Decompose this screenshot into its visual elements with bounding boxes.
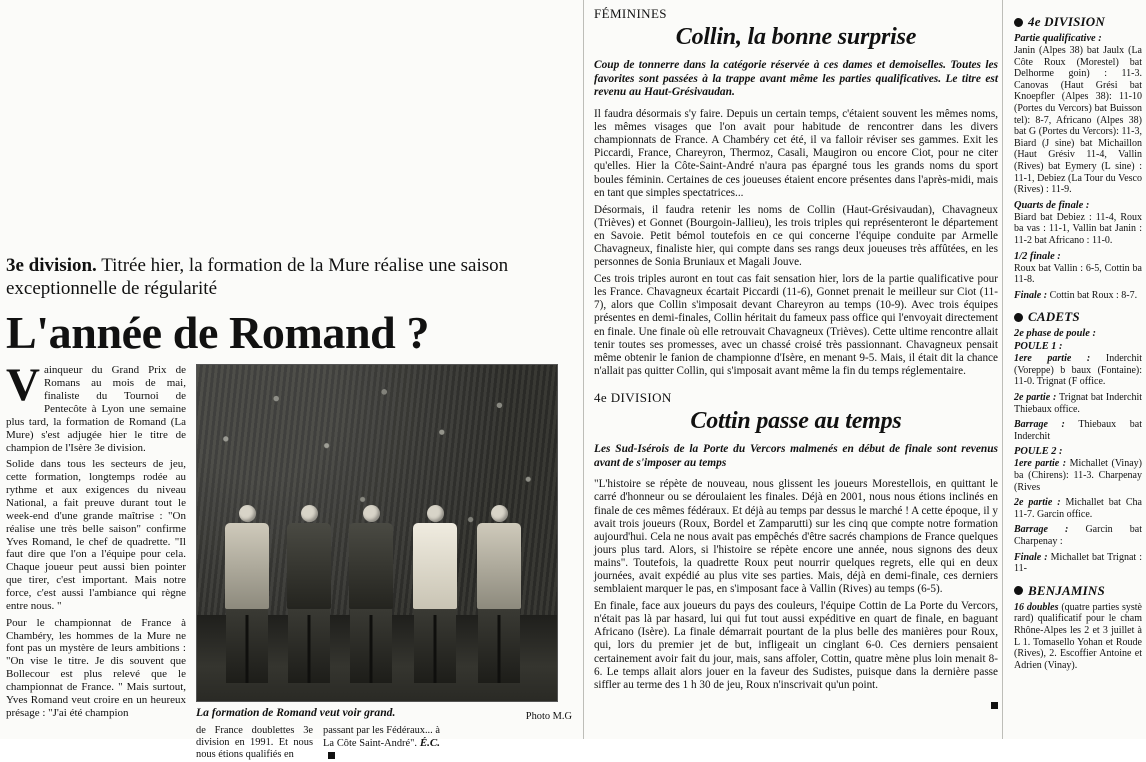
paragraph: Solide dans tous les secteurs de jeu, cette formation, longtemps rodée au rythme et aux exigences du niveau National, a fait preuve durant tout le week-end d'une grande maîtrise : "On réalise une très belle saison" confirme Yves Romand, le chef de quadrette. "Il faut dire que l'on a l'équipe pour cela. Chaque joueur peut aussi bien pointer que tirer, c'est important. Mais notre force, c'est aussi l'ambiance qui règne entre nous. " — [6, 458, 186, 612]
results-subheading-inline: 1ere partie : — [1014, 353, 1091, 365]
paragraph: Désormais, il faudra retenir les noms de Collin (Haut-Grésivaudan), Chavagneux (Trièves) et Gonnet (Bourgoin-Jallieu), les trois triples qui représenteront le département en Savoie. Petit bémol toutefois en ce qui concerne l'équipe conduite par Armelle Chavagneux, finaliste hier, qui compte dans ses rangs deux joueuses très affûtées, en les personnes de Sonia Bruniaux et Magali Jouve. — [594, 203, 998, 269]
results-subheading: POULE 2 : — [1014, 446, 1063, 458]
person-torso — [349, 523, 393, 609]
lead-paragraph — [6, 359, 186, 454]
results-subheading-inline: Barrage : — [1014, 419, 1065, 431]
photo-person — [221, 505, 273, 683]
results-text: Cottin bat Roux : 8-7. — [1047, 289, 1138, 301]
standfirst-cottin: Les Sud-Isérois de la Porte du Vercors malmenés en début de finale sont revenus avant de s'imposer au temps — [594, 442, 998, 469]
bullet-dot-icon — [1014, 18, 1023, 27]
results-text: (quatre parties systè rard) qualificatif pour le cham Rhône-Alpes les 2 et 3 juillet à L 1. Tomasello Yohan et Roude (Rives), 2. Escoffier Antoine et Adrien (Vinay). — [1014, 601, 1142, 671]
article-title-cottin: Cottin passe au temps — [690, 407, 902, 434]
results-line — [1014, 392, 1142, 415]
person-torso — [413, 523, 457, 609]
person-torso — [287, 523, 331, 609]
results-text: Roux bat Vallin : 6-5, Cottin ba 11-8. — [1014, 262, 1142, 286]
photo-block — [196, 364, 556, 762]
section-label-feminines: FÉMININES — [594, 6, 667, 21]
results-text: Michallet bat Trignat : 11- — [1014, 551, 1143, 575]
results-subheading-inline: Barrage : — [1014, 524, 1069, 536]
kicker-lead: 3e division. — [6, 255, 97, 276]
results-line-finale — [1014, 290, 1142, 302]
results-subheading: 2e phase de poule : — [1014, 328, 1096, 340]
end-mark-icon — [328, 752, 335, 759]
results-heading-label: 4e DIVISION — [1028, 14, 1105, 29]
author-signature: É.C. — [419, 737, 440, 750]
results-subheading: Quarts de finale : — [1014, 199, 1090, 211]
lead-paragraph-text: ainqueur du Grand Prix de Romans au mois de mai, finaliste du Tournoi de Pentecôte à Lyon une semaine plus tard, la formation de Romand (La Mure) s'est adjugée hier le titre de champion de l'Isère 3e division. — [6, 364, 186, 454]
results-subheading-inline: 2e partie : — [1014, 392, 1057, 404]
end-mark-icon — [991, 702, 998, 709]
results-subheading-inline: Finale : — [1014, 551, 1048, 563]
person-legs — [288, 609, 330, 683]
results-heading-4e-division — [1014, 14, 1142, 30]
drop-cap: V — [6, 359, 40, 412]
person-legs — [226, 609, 268, 683]
person-torso — [477, 523, 521, 609]
article-jump-text — [196, 725, 556, 762]
jump-paragraph-right-text: passant par les Fédéraux... à La Côte Saint-André". — [323, 725, 440, 750]
section-label-4e-division: 4e DIVISION — [594, 389, 672, 405]
results-line — [1014, 419, 1142, 442]
results-line — [1014, 552, 1142, 575]
results-heading-cadets — [1014, 309, 1142, 325]
photo-person — [473, 505, 525, 683]
person-legs — [414, 609, 456, 683]
results-text: Inderchit (Voreppe) b baux (Fontaine): 11-0. Trignat (F office. — [1014, 353, 1142, 388]
person-head — [239, 505, 256, 522]
paragraph: Pour le championnat de France à Chambéry, les hommes de la Mure ne font pas un mystère de leurs ambitions : "On vise le titre. Je dis souvent que Bollecour est plus relevé que le championnat de France. " Mais surtout, Yves Romand veut croire en un heureux présage : "J'ai été champion — [6, 616, 186, 719]
bullet-dot-icon — [1014, 586, 1023, 595]
end-mark-wrap — [594, 696, 998, 714]
photo-credit: Photo M.G — [525, 711, 572, 722]
jump-paragraph-right — [323, 725, 440, 762]
kicker-rest: Titrée hier, la formation de la Mure réalise une saison exceptionnelle de régularité — [6, 255, 509, 300]
results-text: Janin (Alpes 38) bat Jaulx (La Côte Roux (Morestel) bat Delhorme goin) : 11-3. Canovas (Haut Grési bat Knoepfler (Alpes 38): 11-10 (Portes du Vercors) bat Buisson tel): 8-7, Africano (Alpes 38) bat G (Portes du Vercors): 11-3, Biard (J sine) bat Michaillon (Haut Grésiv 11-4, Vallin (Rives) bat Eymery (L sine) : 11-1, Debiez (La Tour du Vesco (Rives) : 11-9. — [1014, 45, 1142, 196]
article-photo — [196, 364, 558, 702]
photo-person — [409, 505, 461, 683]
column-two — [586, 0, 1006, 739]
jump-paragraph-left: de France doublettes 3e division en 1991. Et nous nous étions qualifiés en — [196, 725, 313, 761]
person-head — [427, 505, 444, 522]
results-text: Biard bat Debiez : 11-4, Roux ba vas : 11-1, Vallin bat Janin : 11-2 bat Africano : 11-0. — [1014, 211, 1142, 246]
column-three-results — [1006, 0, 1146, 739]
results-line — [1014, 497, 1142, 520]
person-head — [491, 505, 508, 522]
results-subheading-inline: 1ere partie : — [1014, 458, 1067, 470]
results-subheading-inline: Finale : — [1014, 289, 1048, 301]
results-text: Garcin bat Charpenay : — [1014, 524, 1142, 547]
article-text-column — [6, 359, 186, 723]
results-text: Michallet bat Cha 11-7. Garcin office. — [1014, 497, 1142, 520]
paragraph: Il faudra désormais s'y faire. Depuis un certain temps, c'étaient souvent les mêmes noms, les mêmes visages que l'on avait pour habitude de rencontrer dans les divers championnats de France. A Chambéry cet été, il va falloir réviser ses gammes. Exit les Piccardi, France, Chareyron, Thermoz, Casali, Maugiron ou encore Ciot, pour ne citer qu'elles. Hier la Côte-Saint-André n'aura pas épargné tous les grands noms du sport boules féminin. Certaines de ces joueuses étaient encore présentes dans l'après-midi, mais en tant que simples spectatrices... — [594, 108, 998, 199]
person-torso — [225, 523, 269, 609]
results-text: Thiebaux bat Inderchit — [1014, 419, 1142, 442]
results-line — [1014, 458, 1142, 493]
results-text: Trignat bat Inderchit Thiebaux office. — [1014, 392, 1142, 415]
results-subheading-inline: 16 doubles — [1014, 601, 1059, 613]
photo-person — [283, 505, 335, 683]
results-subheading: 1/2 finale : — [1014, 250, 1061, 262]
person-legs — [478, 609, 520, 683]
paragraph: Ces trois triples auront en tout cas fait sensation hier, lors de la partie qualificative pour les France. Chavagneux écartait Piccardi (11-6), Gonnet prenait le meilleur sur Ciot (11-7), alors que Collin s'imposait devant Chareyron au temps (10-9). Avec trois équipes présentes en demi-finales, Collin héritait du fameux pass office qui l'envoyait directement en finale. Une finale où elle retrouvait Chavagneux (Trièves). Cette ultime rencontre allait tenir toutes ses promesses, avec un chassé croisé très passionnant. Chavagneux pensait même obtenir le fanion de championne d'Isère, en menant 9-5. Mais, il était dit la chance n'allait pas quitter Collin, qui s'imposait avant même la fin du temps réglementaire. — [594, 273, 998, 377]
results-text: Michallet (Vinay) ba (Chirens): 11-3. Charpenay (Rives — [1014, 458, 1142, 493]
results-heading-benjamins — [1014, 583, 1142, 599]
results-line — [1014, 353, 1142, 388]
results-line — [1014, 602, 1142, 672]
paragraph: En finale, face aux joueurs du pays des couleurs, l'équipe Cottin de La Porte du Vercors, n'était pas là par hasard, lui qui fut tout aussi expéditive en quart de finale, en baguant Africano (Isère). La finale démarrait pourtant de la plus belle des manières pour Roux, qui, lors du premier jet de but, infligeait un cinglant 6-0. Ces derniers pensaient certainement avoir fait du jour, mais, sans affoler, Cottin, quatre mène plus loin menait 8-6. Le temps allait alors jouer en la faveur des Sudistes, puisque dans la dernière passe siffler au terme des 1 h 30 de jeu, Roux n'inscrivait qu'un point. — [594, 600, 998, 691]
article-body — [6, 359, 570, 762]
article-title-collin: Collin, la bonne surprise — [675, 24, 917, 50]
article-kicker — [6, 254, 570, 300]
bullet-dot-icon — [1014, 313, 1023, 322]
standfirst-collin: Coup de tonnerre dans la catégorie réservée à ces dames et demoiselles. Toutes les favorites sont passées à la trappe avant même les parties qualificatives. Le titre est revenu au Haut-Grésivaudan. — [594, 59, 998, 99]
results-heading-label: CADETS — [1028, 309, 1080, 325]
column-divider-1 — [583, 0, 584, 739]
results-line — [1014, 524, 1142, 547]
results-subheading: POULE 1 : — [1014, 341, 1063, 353]
results-heading-label: BENJAMINS — [1028, 582, 1105, 598]
page-title: L'année de Romand ? — [6, 307, 430, 359]
person-head — [301, 505, 318, 522]
results-subheading: Partie qualificative : — [1014, 33, 1102, 44]
photo-caption: La formation de Romand veut voir grand. — [196, 706, 396, 720]
paragraph: "L'histoire se répète de nouveau, nous glissent les joueurs Morestellois, en quittant le carré d'honneur ou se déroulaient les finales. Déjà en 2001, nous nous étions inclinés en finale de ces mêmes fédéraux. Et déjà au temps par dessus le marché ! A cette époque, il y avait trois joueurs (Roux, Bordel et Zamparutti) sur les cinq que compte notre formation aujourd'hui. Cela ne nous avait pas empêchés d'être sacrés champions de France quelques jours plus tard. Alors, si l'histoire se répète encore une année, nous signons des deux mains". Toutefois, la quadrette Roux peut nourrir quelques regrets, elle qui en deux journées, avait expédié au plus vite ses parties. Mais, déjà en demi-finale, ces derniers semblaient marquer le pas, en s'imposant face à Vallin (Rives) au temps (6-5). — [594, 478, 998, 596]
photo-person — [345, 505, 397, 683]
person-legs — [350, 609, 392, 683]
results-subheading-inline: 2e partie : — [1014, 497, 1061, 509]
person-head — [363, 505, 380, 522]
